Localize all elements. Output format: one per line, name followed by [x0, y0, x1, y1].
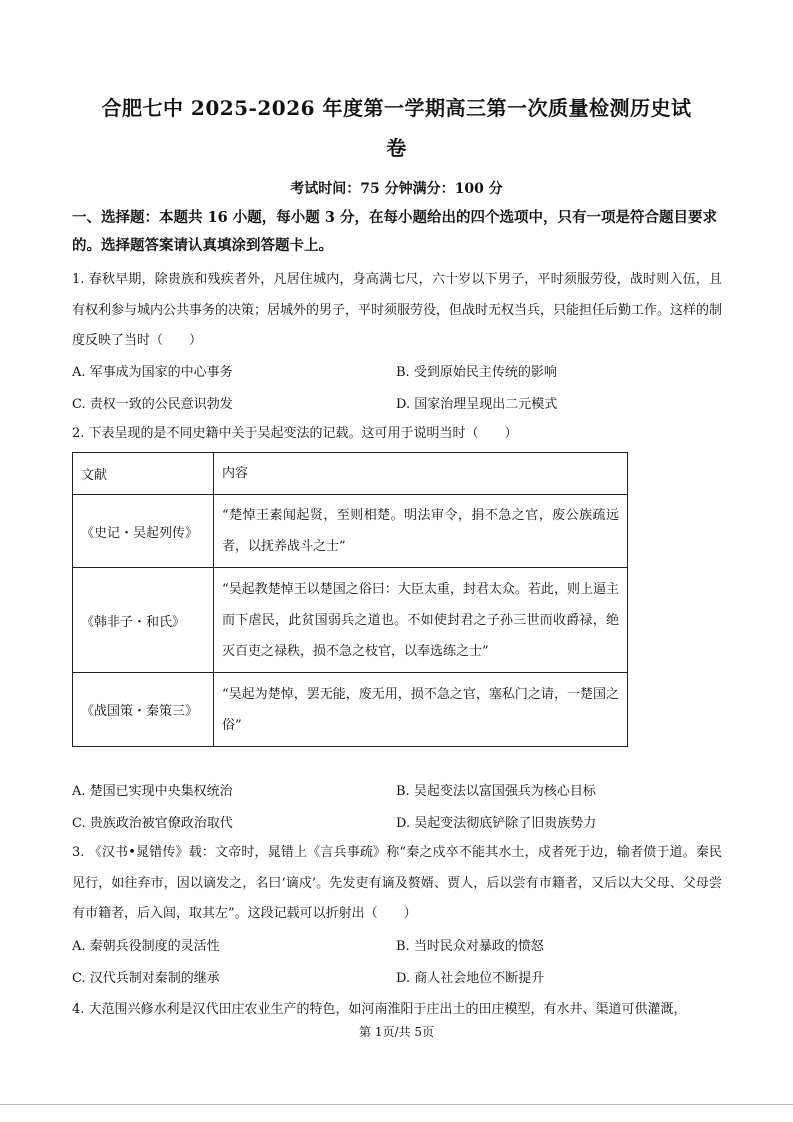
question-1-option-c: C. 责权一致的公民意识勃发: [72, 397, 233, 412]
question-3-option-c: C. 汉代兵制对秦制的继承: [72, 971, 220, 986]
question-3-stem: 3. 《汉书•晁错传》载：文帝时，晁错上《言兵事疏》称“秦之戍卒不能其水土，戍者死于边，输者偾于道。秦民见行，如往弃市，因以谪发之，名曰‘谪戍’。先发吏有谪及赘婿、贾人，后以尝有市籍者，又后以大父母、父母尝有市籍者，后入闾，取其左”。这段记载可以折射出（ ）: [72, 845, 722, 921]
table-cell-content: “楚悼王素闻起贤，至则相楚。明法审令，捐不急之官，废公族疏远者，以抚养战斗之士”: [214, 495, 628, 568]
question-2-option-b: B. 吴起变法以富国强兵为核心目标: [396, 784, 596, 799]
question-2-stem: 2. 下表呈现的是不同史籍中关于吴起变法的记载。这可用于说明当时（ ）: [72, 426, 518, 441]
question-2-option-a: A. 楚国已实现中央集权统治: [72, 784, 233, 799]
question-1-option-d: D. 国家治理呈现出二元模式: [396, 397, 558, 412]
question-1-option-a: A. 军事成为国家的中心事务: [72, 365, 233, 380]
table-row: [73, 673, 628, 747]
question-4-stem: 4. 大范围兴修水利是汉代田庄农业生产的特色，如河南淮阳于庄出土的田庄模型，有水井、渠道可供灌溉，: [72, 1002, 687, 1017]
question-1-option-b: B. 受到原始民主传统的影响: [396, 365, 557, 380]
question-2-option-d: D. 吴起变法彻底铲除了旧贵族势力: [396, 816, 597, 831]
table-cell-source: 《战国策・秦策三》: [73, 673, 214, 747]
records-table: [72, 452, 628, 747]
table-row: [73, 495, 628, 568]
page-number: 第 1页/共 5页: [359, 1025, 434, 1039]
question-1-stem: 1. 春秋早期，除贵族和残疾者外，凡居住城内，身高满七尺，六十岁以下男子，平时须服劳役，战时则入伍，且有权利参与城内公共事务的决策；居城外的男子，平时须服劳役，但战时无权当兵，只能担任后勤工作。这样的制度反映了当时（ ）: [72, 272, 723, 348]
table-header-cell: 内容: [214, 453, 628, 495]
table-cell-content: “吴起为楚悼，罢无能，废无用，损不急之官，塞私门之请，一楚国之俗”: [214, 673, 628, 747]
table-cell-content: “吴起教楚悼王以楚国之俗曰：大臣太重，封君太众。若此，则上逼主而下虐民，此贫国弱兵之道也。不如使封君之子孙三世而收爵禄，绝灭百吏之禄秩，损不急之枝官，以奉选练之士”: [214, 568, 628, 673]
table-header-cell: 文献: [73, 453, 214, 495]
table-header-row: [73, 453, 628, 495]
question-3-option-b: B. 当时民众对暴政的愤怒: [396, 939, 544, 954]
exam-title-line1: 合肥七中 2025-2026 年度第一学期高三第一次质量检测历史试: [101, 96, 692, 120]
exam-info: 考试时间：75 分钟满分：100 分: [290, 181, 503, 197]
question-3-option-d: D. 商人社会地位不断提升: [396, 971, 545, 986]
table-cell-source: 《史记・吴起列传》: [73, 495, 214, 568]
question-3-option-a: A. 秦朝兵役制度的灵活性: [72, 939, 220, 954]
table-cell-source: 《韩非子・和氏》: [73, 568, 214, 673]
exam-title-line2: 卷: [386, 136, 407, 160]
section-heading: 一、选择题：本题共 16 小题，每小题 3 分，在每小题给出的四个选项中，只有一项是符合题目要求的。选择题答案请认真填涂到答题卡上。: [72, 209, 717, 254]
page-divider: [0, 1104, 793, 1105]
question-2-option-c: C. 贵族政治被官僚政治取代: [72, 816, 233, 831]
table-row: [73, 568, 628, 673]
